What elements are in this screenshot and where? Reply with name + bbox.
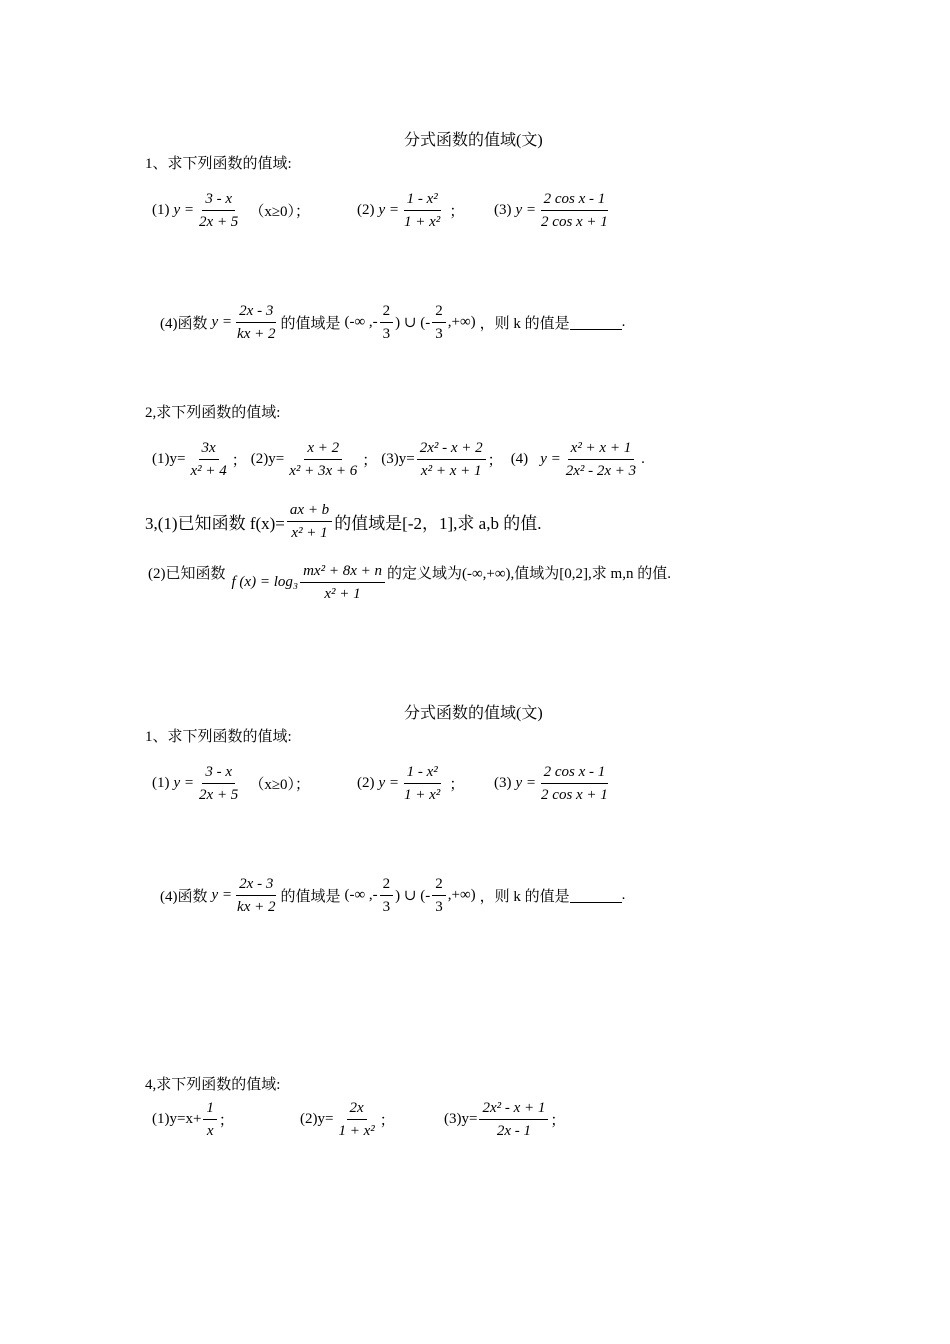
numerator: 2 (380, 873, 394, 896)
math-lhs: y = (515, 202, 537, 218)
item-label: (2)y= (250, 451, 285, 467)
numerator: 2 (432, 873, 446, 896)
denominator: 3 (435, 326, 443, 342)
page-title: 分式函数的值域(文) (404, 705, 543, 722)
fraction (432, 873, 446, 918)
fraction (563, 437, 639, 482)
separator: ； (550, 1113, 566, 1129)
fraction (196, 188, 241, 233)
separator: ； (449, 777, 465, 793)
q1-item-2 (357, 188, 464, 233)
item-label: (2)y= (300, 1111, 334, 1127)
q1-item-3 (494, 188, 613, 233)
question-1-label: 1、求下列函数的值域: (145, 156, 292, 172)
denominator: kx + 2 (237, 899, 276, 915)
item-label: (2) (357, 775, 375, 791)
fraction (538, 188, 611, 233)
period: . (621, 314, 626, 330)
q1-item-4 (160, 873, 625, 918)
denominator: x² + 1 (291, 525, 328, 541)
denominator: x² + x + 1 (420, 463, 482, 479)
denominator: 3 (382, 899, 391, 915)
q1-item-2 (357, 761, 464, 806)
math-lhs: f (x) = log₃ (231, 574, 299, 590)
math-lhs: y = (211, 887, 233, 903)
numerator: mx² + 8x + n (300, 560, 385, 583)
numerator: 2 cos x - 1 (541, 188, 609, 211)
numerator: 2 cos x - 1 (541, 761, 609, 784)
numerator: 1 - x² (404, 188, 441, 211)
text: 的值域是 (280, 316, 341, 332)
denominator: 1 + x² (338, 1123, 375, 1139)
range-part: ) ∪ (- (395, 888, 431, 904)
item-label: (1)y=x+ (152, 1111, 202, 1127)
separator: ； (218, 1113, 234, 1129)
math-lhs: y = (173, 202, 195, 218)
fraction (479, 1097, 548, 1142)
fraction (234, 300, 278, 345)
denominator: 1 + x² (404, 214, 441, 230)
item-label: (1)y= (152, 451, 186, 467)
fraction (286, 437, 360, 482)
fraction (432, 300, 446, 345)
text: 的值域是 (280, 889, 341, 905)
math-lhs: y = (540, 451, 561, 467)
numerator: 2x² - x + 2 (417, 437, 486, 460)
answer-blank[interactable] (570, 315, 622, 330)
question-1-label: 1、求下列函数的值域: (145, 729, 292, 745)
denominator: 2 cos x + 1 (541, 787, 608, 803)
range-part: (-∞ ,- (344, 887, 378, 903)
page-title: 分式函数的值域(文) (404, 132, 543, 149)
condition: （x≥0）； (249, 777, 311, 793)
math-lhs: y = (173, 775, 195, 791)
item-label: (4)函数 (160, 316, 208, 332)
numerator: ax + b (287, 499, 332, 522)
q1-item-3 (494, 761, 613, 806)
range-part: ) ∪ (- (395, 315, 431, 331)
fraction (196, 761, 241, 806)
fraction (300, 560, 385, 605)
numerator: 1 (203, 1097, 217, 1120)
text: ，则 k 的值是 (479, 889, 570, 905)
fraction (401, 761, 443, 806)
denominator: 2x - 1 (496, 1123, 531, 1139)
item-label: (4) (510, 451, 529, 467)
separator: ； (362, 453, 378, 469)
denominator: x (206, 1123, 214, 1139)
item-label: (2) (357, 202, 375, 218)
denominator: 2 cos x + 1 (541, 214, 608, 230)
numerator: x² + x + 1 (568, 437, 635, 460)
q1-item-1 (152, 188, 310, 233)
numerator: 2x - 3 (236, 873, 276, 896)
fraction (234, 873, 278, 918)
numerator: x + 2 (304, 437, 342, 460)
separator: ； (487, 453, 503, 469)
item-label: (3)y= (381, 451, 415, 467)
numerator: 2 (432, 300, 446, 323)
q4-item-3 (444, 1097, 565, 1142)
math-lhs: y = (211, 314, 233, 330)
fraction (380, 300, 394, 345)
separator: ； (231, 453, 247, 469)
q1-item-4 (160, 300, 625, 345)
denominator: 3 (435, 899, 443, 915)
item-label: (3) (494, 202, 512, 218)
numerator: 3x (199, 437, 219, 460)
denominator: 2x + 5 (199, 214, 239, 230)
denominator: 2x + 5 (199, 787, 239, 803)
math-lhs: y = (378, 202, 400, 218)
numerator: 3 - x (202, 761, 235, 784)
item-label: (3)y= (444, 1111, 478, 1127)
numerator: 1 - x² (404, 761, 441, 784)
fraction (287, 499, 332, 544)
range-part: (-∞ ,- (344, 314, 378, 330)
fraction (380, 873, 394, 918)
separator: ； (449, 204, 465, 220)
denominator: x² + 1 (324, 586, 361, 602)
period: . (641, 451, 645, 467)
numerator: 2x (347, 1097, 367, 1120)
item-label: (1) (152, 202, 170, 218)
question-4-label: 4,求下列函数的值域: (145, 1077, 281, 1093)
fraction (335, 1097, 377, 1142)
denominator: x² + 4 (190, 463, 227, 479)
item-label: (3) (494, 775, 512, 791)
math-lhs: y = (515, 775, 537, 791)
fraction (417, 437, 486, 482)
text: ，则 k 的值是 (479, 316, 570, 332)
fraction (538, 761, 611, 806)
q4-item-2 (300, 1097, 395, 1142)
numerator: 3 - x (202, 188, 235, 211)
q4-item-1 (152, 1097, 234, 1142)
denominator: 3 (382, 326, 391, 342)
fraction (401, 188, 443, 233)
denominator: kx + 2 (237, 326, 276, 342)
question-2-label: 2,求下列函数的值域: (145, 405, 281, 421)
q1-item-1 (152, 761, 310, 806)
period: . (621, 887, 626, 903)
q3-part-2 (148, 560, 671, 605)
range-part: ,+∞) (447, 314, 476, 330)
q3-part-1 (145, 499, 541, 544)
answer-blank[interactable] (570, 888, 622, 903)
item-label: (4)函数 (160, 889, 208, 905)
separator: ； (379, 1113, 395, 1129)
item-label: (1) (152, 775, 170, 791)
denominator: x² + 3x + 6 (289, 463, 358, 479)
math-lhs: y = (378, 775, 400, 791)
numerator: 2x - 3 (236, 300, 276, 323)
range-part: ,+∞) (447, 887, 476, 903)
denominator: 2x² - 2x + 3 (565, 463, 637, 479)
item-label: 3,(1)已知函数 f(x)= (145, 514, 285, 533)
numerator: 2x² - x + 1 (479, 1097, 548, 1120)
numerator: 2 (380, 300, 394, 323)
denominator: 1 + x² (404, 787, 441, 803)
text: 的定义域为(-∞,+∞),值域为[0,2],求 m,n 的值. (386, 566, 671, 582)
fraction (203, 1097, 217, 1142)
fraction (187, 437, 229, 482)
q2-row (152, 437, 645, 482)
item-label: (2)已知函数 (148, 566, 226, 582)
text: 的值域是[-2，1],求 a,b 的值. (334, 514, 542, 533)
condition: （x≥0）； (249, 204, 311, 220)
